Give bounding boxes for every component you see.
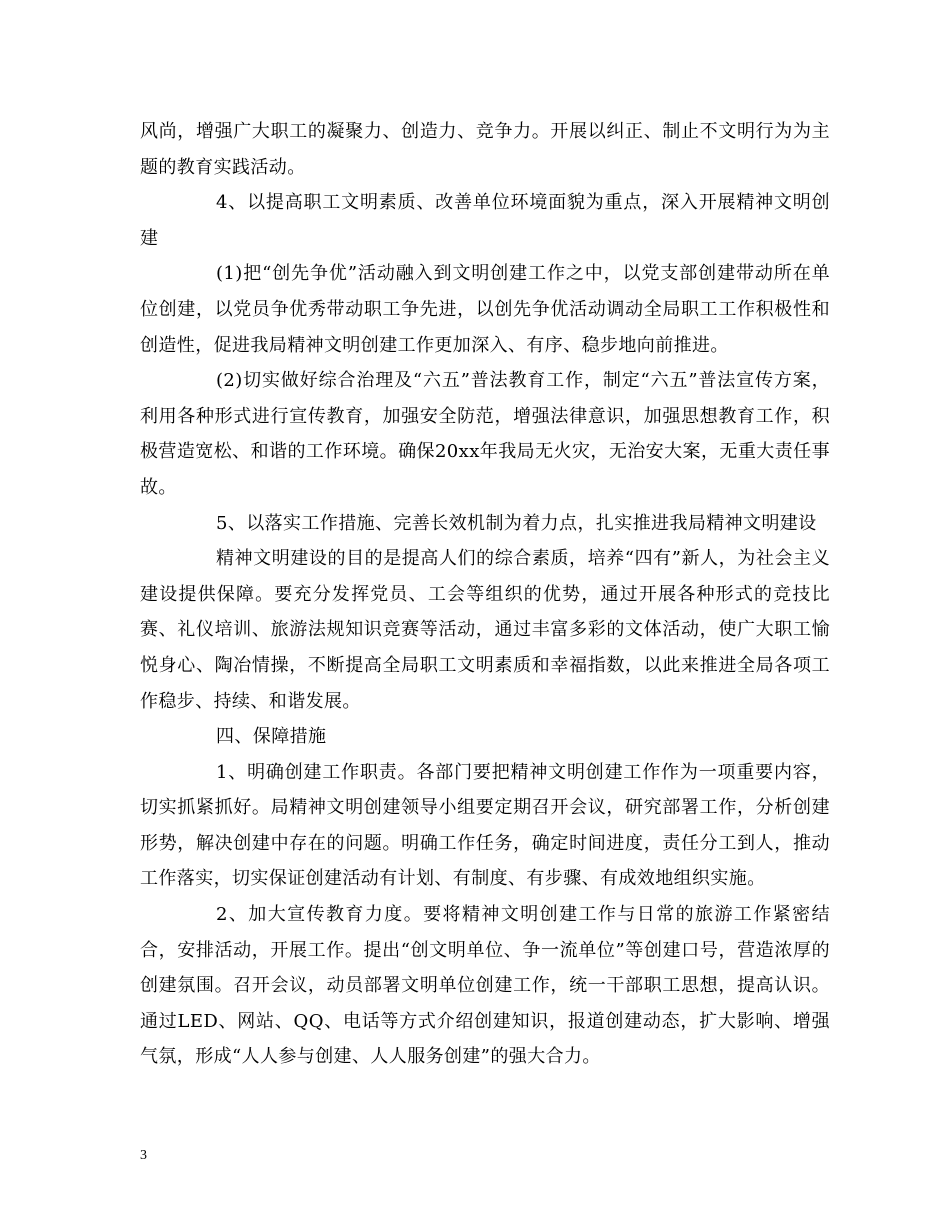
paragraph-item-5-heading: 5、以落实工作措施、完善长效机制为着力点，扎实推进我局精神文明建设 bbox=[216, 512, 817, 534]
paragraph-item-4-heading: 4、以提高职工文明素质、改善单位环境面貌为重点，深入开展精神文明创建 bbox=[140, 192, 830, 249]
paragraph-item-5-body: 精神文明建设的目的是提高人们的综合素质，培养“四有”新人，为社会主义建设提供保障。要充分发挥党员、工会等组织的优势，通过开展各种形式的竞技比赛、礼仪培训、旅游法规知识竞赛等活动，通过丰富多彩的文体活动，使广大职工愉悦身心、陶冶情操，不断提高全局职工文明素质和幸福指数，以此来推进全局各项工作稳步、持续、和谐发展。 bbox=[140, 548, 830, 712]
page-number: 3 bbox=[140, 1148, 147, 1163]
paragraph-item-4-1: (1)把“创先争优”活动融入到文明创建工作之中，以党支部创建带动所在单位创建，以党员争优秀带动职工争先进，以创先争优活动调动全局职工工作积极性和创造性，促进我局精神文明创建工作更加深入、有序、稳步地向前推进。 bbox=[140, 263, 830, 356]
paragraph-measure-2: 2、加大宣传教育力度。要将精神文明创建工作与日常的旅游工作紧密结合，安排活动，开展工作。提出“创文明单位、争一流单位”等创建口号，营造浓厚的创建氛围。召开会议，动员部署文明单位创建工作，统一干部职工思想，提高认识。通过LED、网站、QQ、电话等方式介绍创建知识，报道创建动态，扩大影响、增强气氛，形成“人人参与创建、人人服务创建”的强大合力。 bbox=[140, 904, 830, 1068]
document-body bbox=[140, 114, 830, 1075]
section-heading-safeguards: 四、保障措施 bbox=[216, 726, 327, 748]
paragraph-continuation: 风尚，增强广大职工的凝聚力、创造力、竞争力。开展以纠正、制止不文明行为为主题的教育实践活动。 bbox=[140, 121, 830, 178]
paragraph-item-4-2: (2)切实做好综合治理及“六五”普法教育工作，制定“六五”普法宣传方案，利用各种形式进行宣传教育，加强安全防范，增强法律意识，加强思想教育工作，积极营造宽松、和谐的工作环境。确保20xx年我局无火灾，无治安大案，无重大责任事故。 bbox=[140, 370, 830, 498]
paragraph-measure-1: 1、明确创建工作职责。各部门要把精神文明创建工作作为一项重要内容，切实抓紧抓好。局精神文明创建领导小组要定期召开会议，研究部署工作，分析创建形势，解决创建中存在的问题。明确工作任务，确定时间进度，责任分工到人，推动工作落实，切实保证创建活动有计划、有制度、有步骤、有成效地组织实施。 bbox=[140, 761, 830, 890]
